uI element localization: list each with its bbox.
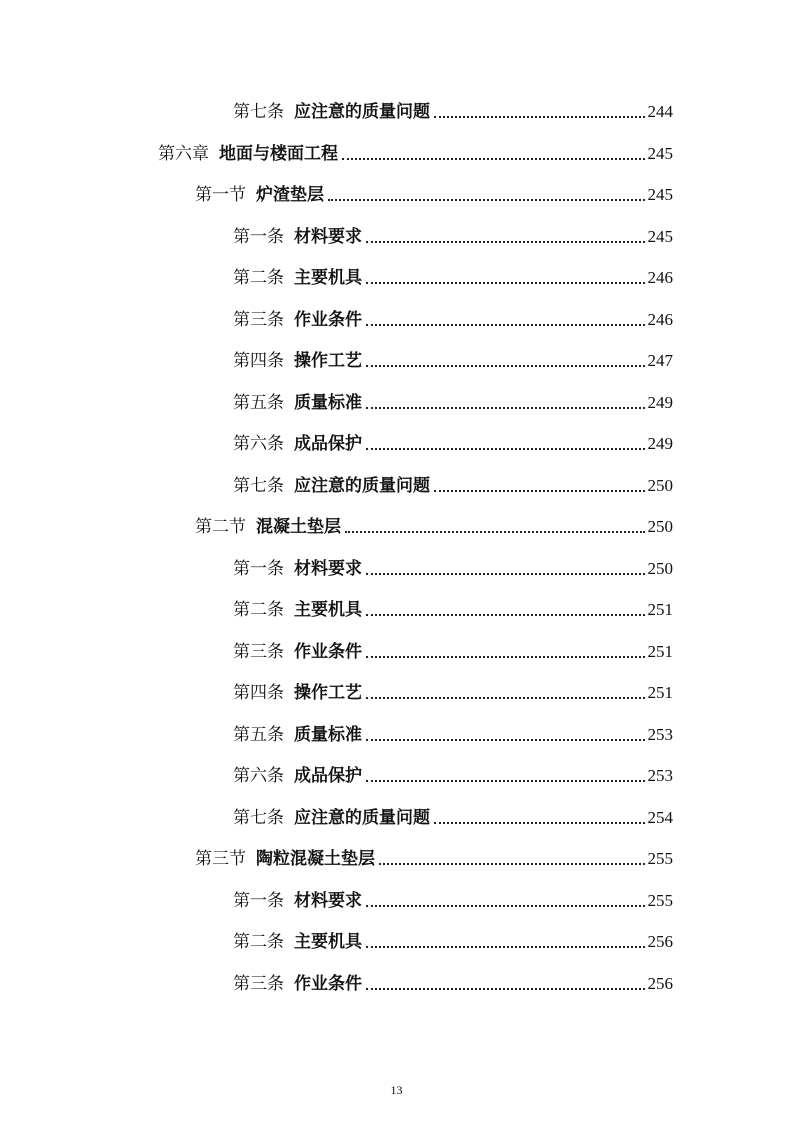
dot-leader: [366, 364, 645, 367]
dot-leader: [366, 447, 645, 450]
toc-entry-number: 第一条: [233, 559, 284, 579]
toc-entry-title: 作业条件: [294, 974, 362, 994]
toc-entry[interactable]: [233, 637, 673, 663]
dot-leader: [342, 157, 645, 160]
toc-entry[interactable]: [195, 180, 673, 206]
toc-entry-title: 地面与楼面工程: [219, 144, 338, 164]
dot-leader: [366, 696, 645, 699]
toc-entry-title: 作业条件: [294, 310, 362, 330]
toc-entry-page: 249: [647, 434, 673, 453]
toc-entry-title: 成品保护: [294, 766, 362, 786]
toc-entry[interactable]: [233, 927, 673, 953]
toc-entry-number: 第七条: [233, 476, 284, 496]
dot-leader: [366, 281, 645, 284]
toc-entry-title: 成品保护: [294, 434, 362, 454]
toc-entry-page: 253: [647, 766, 673, 785]
toc-entry-page: 250: [647, 517, 673, 536]
toc-entry-title: 主要机具: [294, 932, 362, 952]
dot-leader: [366, 240, 645, 243]
toc-entry[interactable]: [233, 803, 673, 829]
toc-entry[interactable]: [233, 222, 673, 248]
dot-leader: [366, 323, 645, 326]
toc-entry[interactable]: [233, 761, 673, 787]
toc-entry-title: 主要机具: [294, 268, 362, 288]
toc-entry[interactable]: [158, 139, 673, 165]
dot-leader: [366, 779, 645, 782]
toc-entry-number: 第二节: [195, 517, 246, 537]
toc-entry-number: 第二条: [233, 600, 284, 620]
toc-entry-number: 第五条: [233, 725, 284, 745]
toc-entry[interactable]: [233, 305, 673, 331]
toc-entry-title: 材料要求: [294, 891, 362, 911]
toc-entry-title: 应注意的质量问题: [294, 476, 430, 496]
toc-entry-number: 第三条: [233, 310, 284, 330]
toc-entry-number: 第一条: [233, 891, 284, 911]
toc-entry-number: 第六条: [233, 434, 284, 454]
toc-entry-title: 质量标准: [294, 393, 362, 413]
dot-leader: [345, 530, 645, 533]
toc-entry-page: 250: [647, 559, 673, 578]
toc-entry-number: 第六条: [233, 766, 284, 786]
toc-entry-page: 255: [647, 891, 673, 910]
toc-entry-title: 主要机具: [294, 600, 362, 620]
toc-entry-title: 材料要求: [294, 227, 362, 247]
toc-entry-page: 250: [647, 476, 673, 495]
toc-entry-page: 245: [647, 227, 673, 246]
toc-entry-title: 混凝土垫层: [256, 517, 341, 537]
toc-entry-page: 246: [647, 268, 673, 287]
toc-entry-title: 操作工艺: [294, 683, 362, 703]
toc-entry-title: 应注意的质量问题: [294, 808, 430, 828]
toc-entry[interactable]: [233, 346, 673, 372]
dot-leader: [366, 655, 645, 658]
dot-leader: [328, 198, 645, 201]
toc-entry[interactable]: [233, 886, 673, 912]
toc-entry[interactable]: [195, 512, 673, 538]
toc-entry-title: 质量标准: [294, 725, 362, 745]
dot-leader: [366, 945, 645, 948]
toc-entry-page: 256: [647, 932, 673, 951]
toc-entry[interactable]: [233, 263, 673, 289]
toc-entry[interactable]: [233, 678, 673, 704]
dot-leader: [366, 738, 645, 741]
toc-entry-page: 245: [647, 185, 673, 204]
dot-leader: [366, 987, 645, 990]
toc-entry-page: 253: [647, 725, 673, 744]
toc-entry-number: 第六章: [158, 144, 209, 164]
toc-entry-page: 251: [647, 683, 673, 702]
toc-entry-title: 操作工艺: [294, 351, 362, 371]
dot-leader: [434, 821, 645, 824]
dot-leader: [366, 904, 645, 907]
toc-entry-title: 材料要求: [294, 559, 362, 579]
dot-leader: [434, 115, 645, 118]
dot-leader: [434, 489, 645, 492]
toc-entry[interactable]: [233, 720, 673, 746]
toc-entry-page: 251: [647, 642, 673, 661]
toc-entry[interactable]: [233, 97, 673, 123]
toc-entry-title: 陶粒混凝土垫层: [256, 849, 375, 869]
toc-entry-page: 256: [647, 974, 673, 993]
toc-entry-number: 第三条: [233, 642, 284, 662]
toc-entry-page: 255: [647, 849, 673, 868]
dot-leader: [366, 613, 645, 616]
dot-leader: [379, 862, 645, 865]
toc-entry-number: 第三条: [233, 974, 284, 994]
toc-entry-number: 第一节: [195, 185, 246, 205]
toc-entry-number: 第五条: [233, 393, 284, 413]
toc-entry-number: 第二条: [233, 932, 284, 952]
toc-entry-page: 249: [647, 393, 673, 412]
toc-entry-number: 第三节: [195, 849, 246, 869]
toc-entry-title: 应注意的质量问题: [294, 102, 430, 122]
toc-entry-number: 第四条: [233, 351, 284, 371]
toc-entry-page: 247: [647, 351, 673, 370]
toc-entry-title: 作业条件: [294, 642, 362, 662]
toc-entry-number: 第一条: [233, 227, 284, 247]
toc-entry-page: 251: [647, 600, 673, 619]
toc-entry[interactable]: [233, 429, 673, 455]
toc-entry-number: 第七条: [233, 808, 284, 828]
dot-leader: [366, 572, 645, 575]
toc-entry-page: 246: [647, 310, 673, 329]
toc-entry[interactable]: [233, 471, 673, 497]
toc-entry[interactable]: [233, 388, 673, 414]
toc-entry-number: 第七条: [233, 102, 284, 122]
toc-entry-page: 254: [647, 808, 673, 827]
toc-entry-number: 第四条: [233, 683, 284, 703]
page-number: 13: [390, 1083, 403, 1097]
toc-entry[interactable]: [195, 844, 673, 870]
toc-entry-page: 244: [647, 102, 673, 121]
dot-leader: [366, 406, 645, 409]
toc-entry[interactable]: [233, 554, 673, 580]
toc-entry-number: 第二条: [233, 268, 284, 288]
toc-entry[interactable]: [233, 595, 673, 621]
toc-entry-title: 炉渣垫层: [256, 185, 324, 205]
toc-entry-page: 245: [647, 144, 673, 163]
toc-entry[interactable]: [233, 969, 673, 995]
